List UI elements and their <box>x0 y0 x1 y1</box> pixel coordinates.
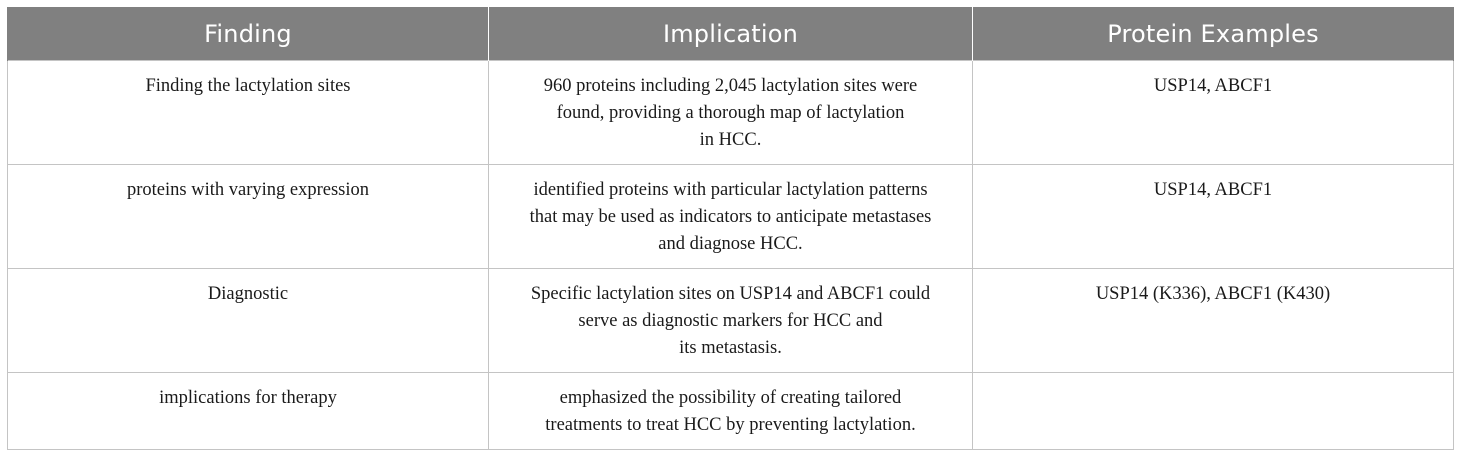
header-implication: Implication <box>489 8 973 61</box>
implication-line: its metastasis. <box>679 338 782 358</box>
implication-line: that may be used as indicators to anticipate metastases <box>529 207 932 227</box>
implication-line: in HCC. <box>699 130 762 150</box>
implication-line: Specific lactylation sites on USP14 and ABCF1 could <box>530 284 931 304</box>
implication-line: emphasized the possibility of creating tailored <box>559 388 902 408</box>
table-row <box>8 269 1454 373</box>
findings-table-container <box>7 7 1453 450</box>
implication-line: found, providing a thorough map of lactylation <box>556 103 905 123</box>
table-row <box>8 373 1454 450</box>
table-header <box>8 8 1454 61</box>
table-row <box>8 61 1454 165</box>
table-body <box>8 61 1454 450</box>
header-finding: Finding <box>8 8 489 61</box>
header-protein-examples: Protein Examples <box>973 8 1454 61</box>
cell-finding: Finding the lactylation sites <box>8 61 489 165</box>
cell-implication <box>489 373 973 450</box>
implication-line: identified proteins with particular lactylation patterns <box>533 180 928 200</box>
cell-proteins: USP14, ABCF1 <box>973 61 1454 165</box>
cell-implication <box>489 165 973 269</box>
cell-finding: proteins with varying expression <box>8 165 489 269</box>
table-row <box>8 165 1454 269</box>
cell-finding: Diagnostic <box>8 269 489 373</box>
implication-line: and diagnose HCC. <box>658 234 803 254</box>
findings-table <box>7 7 1454 450</box>
cell-proteins: USP14, ABCF1 <box>973 165 1454 269</box>
cell-implication <box>489 61 973 165</box>
cell-proteins: USP14 (K336), ABCF1 (K430) <box>973 269 1454 373</box>
header-row <box>8 8 1454 61</box>
implication-line: treatments to treat HCC by preventing lactylation. <box>545 415 916 435</box>
implication-line: serve as diagnostic markers for HCC and <box>578 311 883 331</box>
implication-line: 960 proteins including 2,045 lactylation sites were <box>543 76 918 96</box>
cell-finding: implications for therapy <box>8 373 489 450</box>
cell-implication <box>489 269 973 373</box>
cell-proteins <box>973 373 1454 450</box>
